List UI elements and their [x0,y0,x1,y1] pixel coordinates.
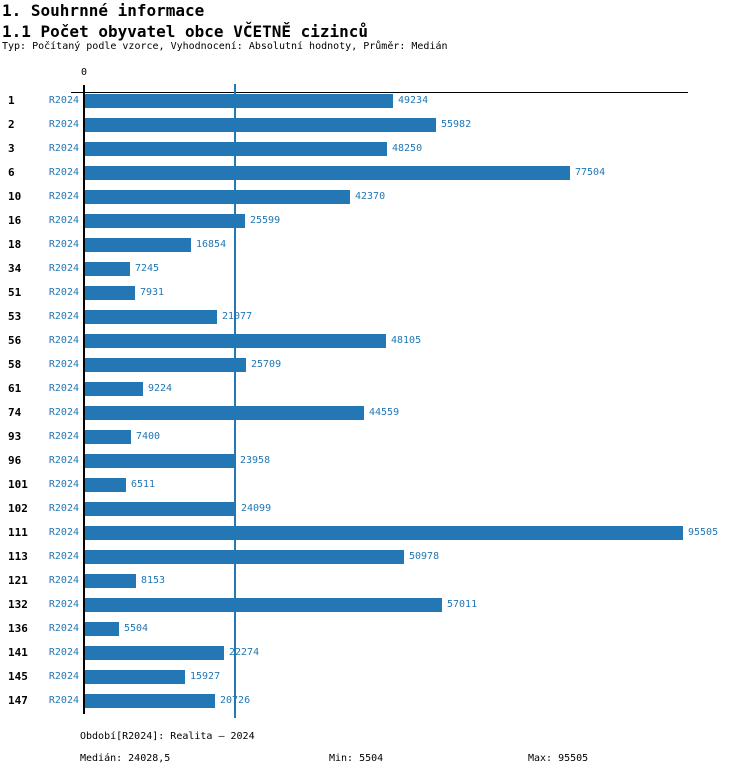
row-category-label: 34 [8,262,22,275]
row-category-label: 145 [8,670,28,683]
row-category-label: 113 [8,550,28,563]
row-category-label: 51 [8,286,22,299]
row-category-label: 74 [8,406,22,419]
bar [85,646,224,660]
bar-value-label: 15927 [190,671,221,682]
bar-value-label: 20726 [220,695,251,706]
row-series-label: R2024 [48,647,79,658]
row-series-label: R2024 [48,431,79,442]
row-series-label: R2024 [48,263,79,274]
row-series-label: R2024 [48,239,79,250]
chart-row [0,665,750,689]
row-category-label: 61 [8,382,22,395]
chart-row [0,305,750,329]
bar-value-label: 48250 [392,143,423,154]
bar [85,694,215,708]
chart-row [0,185,750,209]
chart-row [0,569,750,593]
chart-row [0,425,750,449]
bar [85,118,436,132]
footer-max-stat: Max: 95505 [528,753,589,764]
row-series-label: R2024 [48,383,79,394]
bar-value-label: 55982 [441,119,472,130]
row-category-label: 102 [8,502,28,515]
bar-value-label: 5504 [124,623,149,634]
bar-value-label: 6511 [131,479,156,490]
bar-value-label: 7245 [135,263,160,274]
chart-row [0,329,750,353]
bar [85,310,217,324]
bar-value-label: 7400 [136,431,161,442]
bar [85,142,387,156]
chart-row [0,281,750,305]
chart-row [0,353,750,377]
row-series-label: R2024 [48,695,79,706]
bar [85,406,364,420]
footer-median-stat: Medián: 24028,5 [80,753,171,764]
row-category-label: 1 [8,94,15,107]
bar-value-label: 21077 [222,311,253,322]
row-category-label: 53 [8,310,22,323]
bar [85,166,570,180]
bar [85,238,191,252]
bar [85,478,126,492]
chart-row [0,209,750,233]
row-category-label: 56 [8,334,22,347]
row-series-label: R2024 [48,119,79,130]
bar-value-label: 9224 [148,383,173,394]
row-category-label: 10 [8,190,22,203]
chart-row [0,449,750,473]
row-category-label: 136 [8,622,28,635]
row-category-label: 132 [8,598,28,611]
chart-row [0,113,750,137]
bar-value-label: 42370 [355,191,386,202]
bar-value-label: 24099 [241,503,272,514]
bar [85,334,386,348]
row-series-label: R2024 [48,503,79,514]
bar-value-label: 95505 [688,527,719,538]
row-series-label: R2024 [48,215,79,226]
row-series-label: R2024 [48,407,79,418]
row-series-label: R2024 [48,479,79,490]
bar [85,430,131,444]
bar [85,574,136,588]
x-axis-zero-tick-label: 0 [80,67,88,78]
chart-row [0,401,750,425]
row-series-label: R2024 [48,335,79,346]
bar [85,526,683,540]
bar-value-label: 50978 [409,551,440,562]
bar [85,262,130,276]
row-series-label: R2024 [48,599,79,610]
bar-value-label: 7931 [140,287,165,298]
chart-row [0,161,750,185]
row-category-label: 2 [8,118,15,131]
bar-value-label: 25709 [251,359,282,370]
bar-value-label: 22274 [229,647,260,658]
bar [85,598,442,612]
chart-row [0,473,750,497]
bar [85,550,404,564]
bar [85,622,119,636]
row-category-label: 58 [8,358,22,371]
bar-value-label: 16854 [196,239,227,250]
chart-row [0,377,750,401]
chart-row [0,257,750,281]
row-series-label: R2024 [48,95,79,106]
bar [85,358,246,372]
chart-row [0,545,750,569]
row-series-label: R2024 [48,191,79,202]
chart-row [0,593,750,617]
row-category-label: 6 [8,166,15,179]
bar [85,454,235,468]
row-series-label: R2024 [48,671,79,682]
footer-min-stat: Min: 5504 [329,753,384,764]
bar-value-label: 57011 [447,599,478,610]
bar-value-label: 8153 [141,575,166,586]
chart-row [0,521,750,545]
row-category-label: 16 [8,214,22,227]
row-category-label: 3 [8,142,15,155]
bar-value-label: 49234 [398,95,429,106]
bar-value-label: 25599 [250,215,281,226]
row-category-label: 141 [8,646,28,659]
bar [85,214,245,228]
chart-row [0,89,750,113]
chart-row [0,233,750,257]
row-series-label: R2024 [48,623,79,634]
chart-meta-line: Typ: Počítaný podle vzorce, Vyhodnocení: Absolutní hodnoty, Průměr: Medián [2,41,448,52]
bar-value-label: 23958 [240,455,271,466]
row-category-label: 121 [8,574,28,587]
row-series-label: R2024 [48,551,79,562]
bar-value-label: 48105 [391,335,422,346]
chart-row [0,497,750,521]
row-category-label: 147 [8,694,28,707]
row-category-label: 93 [8,430,22,443]
row-series-label: R2024 [48,575,79,586]
chart-row [0,137,750,161]
bar [85,502,236,516]
section-title: 1.1 Počet obyvatel obce VČETNĚ cizinců [2,22,369,41]
row-series-label: R2024 [48,455,79,466]
bar-value-label: 77504 [575,167,606,178]
bar [85,382,143,396]
chart-row [0,689,750,713]
bar [85,190,350,204]
bar-value-label: 44559 [369,407,400,418]
report-title: 1. Souhrnné informace [2,1,205,20]
row-series-label: R2024 [48,143,79,154]
footer-period-label: Období[R2024]: Realita – 2024 [80,731,255,742]
row-series-label: R2024 [48,167,79,178]
chart-row [0,641,750,665]
bar [85,670,185,684]
bar [85,94,393,108]
row-series-label: R2024 [48,287,79,298]
row-category-label: 111 [8,526,28,539]
row-category-label: 96 [8,454,22,467]
bar [85,286,135,300]
row-series-label: R2024 [48,311,79,322]
chart-row [0,617,750,641]
row-series-label: R2024 [48,527,79,538]
row-category-label: 101 [8,478,28,491]
row-category-label: 18 [8,238,22,251]
row-series-label: R2024 [48,359,79,370]
